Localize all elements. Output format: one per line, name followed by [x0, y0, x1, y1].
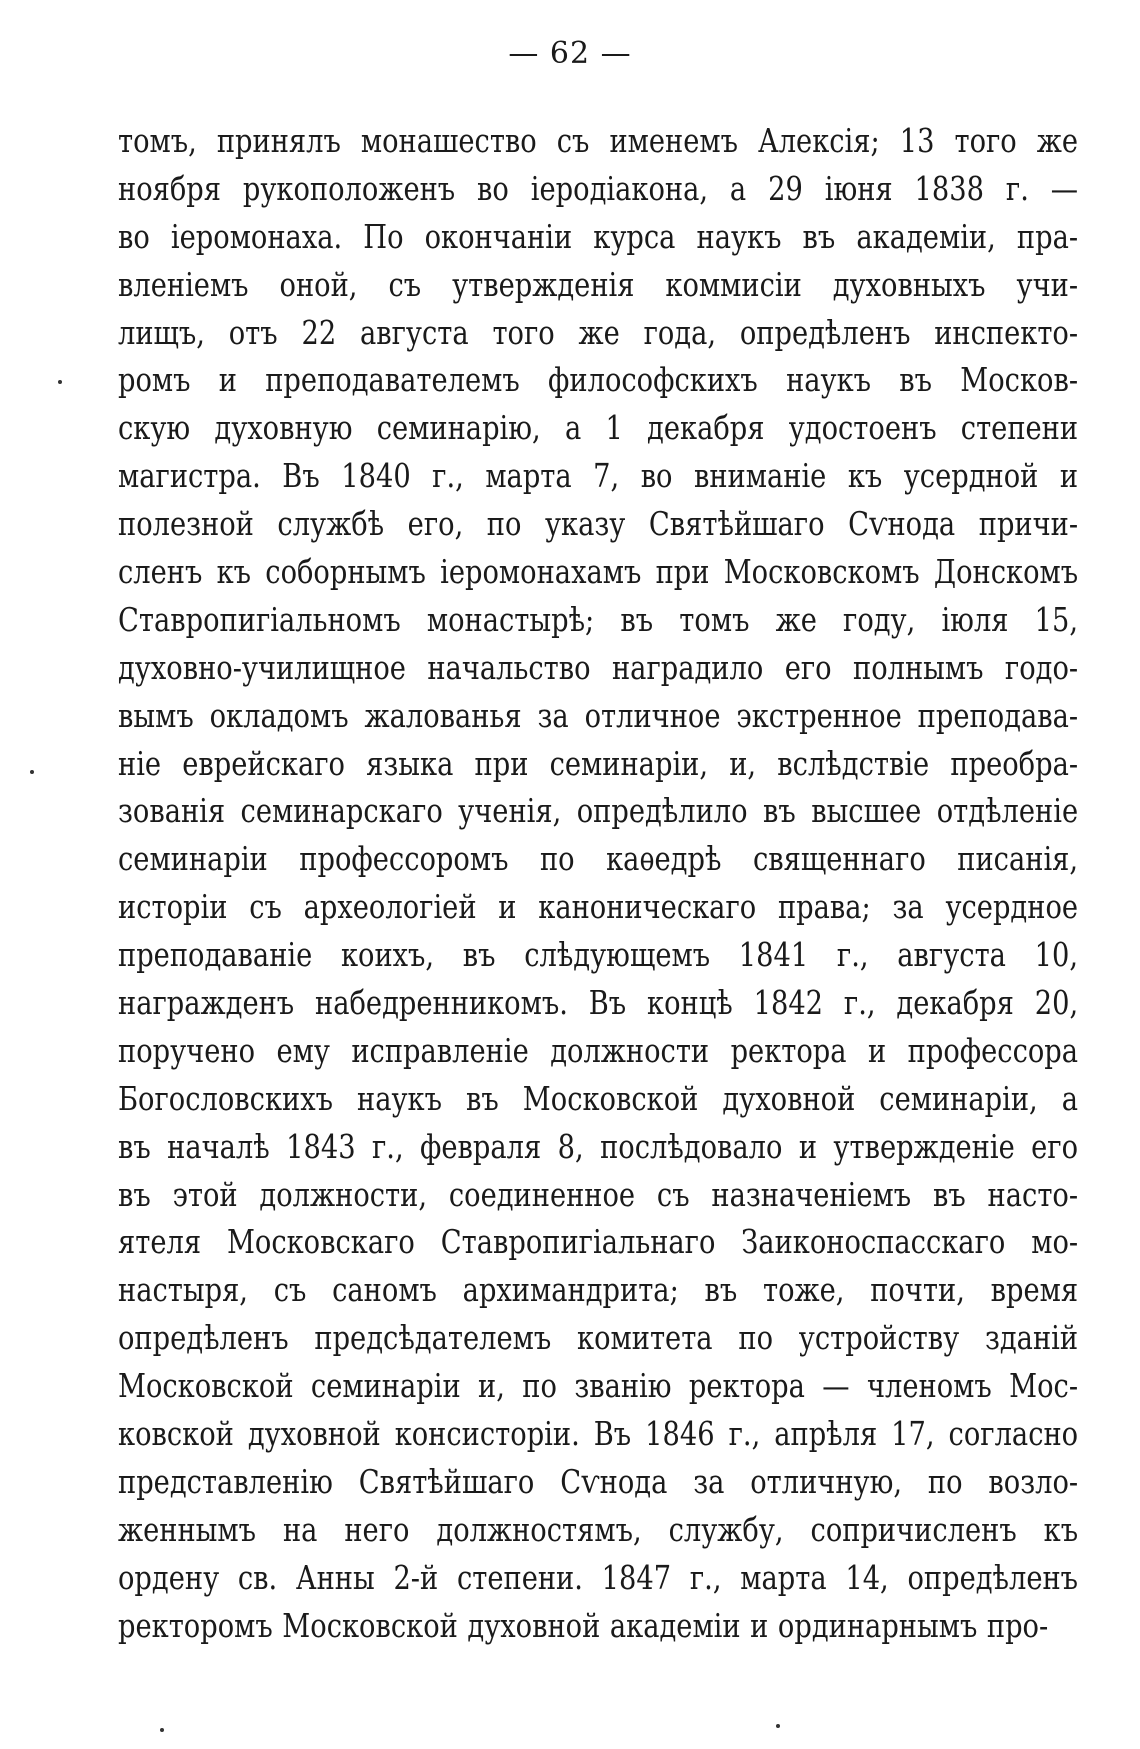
word: г.,: [836, 936, 869, 975]
word: академіи: [609, 1606, 741, 1645]
word: въ: [899, 361, 933, 400]
word: жалованья: [364, 696, 522, 735]
word: награжденъ: [118, 984, 295, 1023]
word: мо-: [1031, 1223, 1079, 1262]
word: по: [738, 1319, 774, 1358]
word: ковской: [118, 1415, 234, 1454]
word: Московскомъ: [723, 553, 920, 592]
word: за: [892, 888, 924, 927]
print-speck: [160, 1728, 164, 1732]
word: іюня: [824, 169, 893, 208]
word: августа: [359, 313, 469, 352]
word: комитета: [577, 1319, 713, 1358]
text-line: [118, 1411, 1078, 1459]
word: настыря,: [118, 1271, 248, 1310]
word: преподаваніе: [118, 936, 313, 975]
print-speck: [58, 380, 62, 384]
word: г.,: [689, 1558, 722, 1597]
word: его,: [407, 505, 464, 544]
text-line: [118, 645, 1078, 693]
word: съ: [656, 1175, 690, 1214]
text-line: [118, 1172, 1078, 1220]
word: духовныхъ: [832, 265, 986, 304]
word: вниманіе: [693, 457, 827, 496]
word: съ: [388, 265, 422, 304]
word: вслѣдствіе: [777, 744, 930, 783]
word: академіи,: [856, 217, 996, 256]
word: принялъ: [216, 122, 341, 160]
word: Ставропигіальномъ: [118, 600, 401, 639]
word: окладомъ: [209, 696, 349, 735]
word: 1840: [341, 457, 411, 496]
word: годо-: [1004, 648, 1079, 687]
word: семинарскаго: [240, 792, 443, 831]
word: оной,: [279, 265, 358, 304]
word: каѳедрѣ: [606, 840, 722, 879]
word: 22: [301, 313, 337, 352]
word: духовной: [247, 1415, 381, 1454]
text-line: [118, 932, 1078, 980]
word: должности,: [259, 1175, 428, 1214]
word: его: [784, 648, 832, 687]
word: ромъ: [118, 361, 191, 400]
word: опредѣлило: [576, 792, 748, 831]
word: полезной: [118, 505, 254, 544]
text-line: [118, 214, 1078, 262]
text-line: [118, 788, 1078, 836]
word: ніе: [118, 744, 162, 783]
word: во: [118, 217, 150, 256]
word: женнымъ: [118, 1510, 256, 1549]
word: іеромонаха.: [170, 217, 343, 256]
word: степени: [960, 409, 1079, 448]
text-line: [118, 166, 1078, 214]
word: должности: [550, 1031, 710, 1070]
word: по: [927, 1462, 963, 1501]
word: за: [537, 696, 569, 735]
word: почти,: [870, 1271, 965, 1310]
word: про-: [986, 1606, 1049, 1645]
word: наукъ: [696, 217, 782, 256]
word: по: [522, 1367, 557, 1406]
word: Въ: [588, 984, 627, 1023]
text-line: [118, 1219, 1078, 1267]
word: должностямъ,: [436, 1510, 642, 1549]
word: монастырѣ;: [426, 600, 595, 639]
word: Московскаго: [226, 1223, 415, 1262]
word: время: [990, 1271, 1079, 1310]
word: философскихъ: [548, 361, 758, 400]
word: зданій: [984, 1319, 1079, 1358]
word: лищъ,: [118, 313, 205, 352]
word: языка: [366, 744, 454, 783]
word: на: [282, 1510, 318, 1549]
word: Московской: [522, 1079, 699, 1118]
text-line: [118, 1555, 1078, 1603]
word: Алексія;: [758, 122, 880, 160]
word: набедренникомъ.: [315, 984, 568, 1023]
word: семинаріи,: [549, 744, 709, 783]
word: профессора: [907, 1031, 1079, 1070]
word: вымъ: [118, 696, 194, 735]
word: при: [655, 553, 710, 592]
word: же: [775, 600, 817, 639]
word: указу: [544, 505, 626, 544]
word: тоже,: [763, 1271, 845, 1310]
word: того: [492, 313, 555, 352]
word: въ: [620, 600, 654, 639]
word: согласно: [948, 1415, 1079, 1454]
text-line: [118, 1267, 1078, 1315]
text-line: [118, 741, 1078, 789]
word: г.,: [432, 457, 464, 496]
word: ректора: [688, 1367, 805, 1406]
word: службѣ: [277, 505, 385, 544]
word: По: [363, 217, 404, 256]
word: соединенное: [448, 1175, 636, 1214]
word: полнымъ: [853, 648, 984, 687]
word: года,: [643, 313, 717, 352]
word: съ: [556, 122, 590, 160]
word: а: [564, 409, 582, 448]
word: поручено: [118, 1031, 256, 1070]
text-line: [118, 1507, 1078, 1555]
word: въ: [704, 1271, 738, 1310]
word: вленіемъ: [118, 265, 249, 304]
word: курса: [593, 217, 676, 256]
body-text: [118, 118, 1078, 1651]
word: томъ: [679, 600, 750, 639]
text-line: [118, 262, 1078, 310]
word: семинаріи,: [879, 1079, 1038, 1118]
text-line: [118, 884, 1078, 932]
word: высшее: [811, 792, 922, 831]
word: съ: [249, 888, 282, 927]
word: 1841: [738, 936, 809, 975]
word: концѣ: [647, 984, 733, 1023]
word: духовной: [722, 1079, 856, 1118]
word: этой: [172, 1175, 238, 1214]
word: по: [486, 505, 522, 544]
word: апрѣля: [774, 1415, 878, 1454]
word: въ: [118, 1127, 151, 1166]
word: —: [822, 1367, 850, 1406]
word: за: [693, 1462, 725, 1501]
word: ноября: [118, 169, 221, 208]
word: и: [498, 888, 517, 927]
word: саномъ: [332, 1271, 437, 1310]
word: его: [1031, 1127, 1079, 1166]
word: къ: [216, 553, 252, 592]
word: —: [1050, 169, 1079, 208]
text-line: [118, 453, 1078, 501]
word: 2-й: [393, 1558, 439, 1597]
word: по: [539, 840, 575, 879]
text-line: [118, 405, 1078, 453]
word: же: [578, 313, 620, 352]
word: ятеля: [118, 1223, 202, 1262]
word: и,: [478, 1367, 505, 1406]
word: инспекто-: [934, 313, 1079, 352]
word: службу,: [668, 1510, 784, 1549]
word: въ: [462, 936, 496, 975]
word: 1: [605, 409, 623, 448]
word: іеромонахамъ: [440, 553, 642, 592]
text-line: [118, 693, 1078, 741]
word: г.: [1005, 169, 1029, 208]
text-line: [118, 1124, 1078, 1172]
word: Святѣйшаго: [648, 505, 825, 544]
word: археологіей: [303, 888, 477, 927]
word: именемъ: [609, 122, 738, 160]
text-line: [118, 1459, 1078, 1507]
text-line: [118, 1603, 1078, 1651]
word: устройству: [798, 1319, 960, 1358]
word: отъ: [228, 313, 278, 352]
word: архимандрита;: [462, 1271, 679, 1310]
word: 8,: [557, 1127, 584, 1166]
word: причи-: [978, 505, 1079, 544]
word: монашество: [360, 122, 537, 160]
word: въ: [118, 1175, 151, 1214]
word: ректора: [730, 1031, 847, 1070]
word: званію: [574, 1367, 672, 1406]
word: 17,: [891, 1415, 935, 1454]
word: возло-: [988, 1462, 1079, 1501]
text-line: [118, 310, 1078, 358]
word: 1842: [753, 984, 824, 1023]
word: консисторіи.: [394, 1415, 580, 1454]
word: писанія,: [957, 840, 1079, 879]
word: марта: [740, 1558, 827, 1597]
word: преобра-: [950, 744, 1079, 783]
word: марта: [485, 457, 572, 496]
word: г.,: [843, 984, 876, 1023]
word: экстренное: [736, 696, 902, 735]
word: духовной: [467, 1606, 601, 1645]
word: послѣдовало: [600, 1127, 783, 1166]
word: усердное: [945, 888, 1079, 927]
word: преподава-: [917, 696, 1079, 735]
word: семинаріи: [310, 1367, 461, 1406]
word: того: [954, 122, 1017, 160]
word: 15,: [1034, 600, 1079, 639]
word: началѣ: [167, 1127, 270, 1166]
word: соборнымъ: [265, 553, 426, 592]
word: іюля: [941, 600, 1009, 639]
text-line: [118, 1315, 1078, 1363]
word: ординарнымъ: [777, 1606, 978, 1645]
word: при: [474, 744, 529, 783]
word: ему: [276, 1031, 330, 1070]
word: 13: [899, 122, 935, 160]
word: Сѵнода: [848, 505, 956, 544]
word: Заиконоспасскаго: [741, 1223, 1006, 1262]
word: сленъ: [118, 553, 203, 592]
word: семинарію,: [376, 409, 541, 448]
word: членомъ: [866, 1367, 992, 1406]
text-line: [118, 1076, 1078, 1124]
word: и: [750, 1606, 769, 1645]
word: зованія: [118, 792, 226, 831]
word: съ: [273, 1271, 307, 1310]
text-line: [118, 980, 1078, 1028]
word: 29: [768, 169, 803, 208]
word: наукъ: [786, 361, 872, 400]
word: утвержденіе: [833, 1127, 1015, 1166]
word: утвержденія: [452, 265, 635, 304]
word: Мос-: [1009, 1367, 1079, 1406]
word: 20,: [1034, 984, 1079, 1023]
text-line: [118, 549, 1078, 597]
word: слѣдующемъ: [524, 936, 711, 975]
word: духовную: [214, 409, 353, 448]
word: и,: [729, 744, 757, 783]
word: представленію: [118, 1462, 333, 1501]
word: декабря: [647, 409, 765, 448]
word: 7,: [593, 457, 620, 496]
word: 1846: [645, 1415, 715, 1454]
word: степени.: [456, 1558, 583, 1597]
word: семинаріи: [118, 840, 268, 879]
word: права;: [777, 888, 871, 927]
word: исправленіе: [351, 1031, 529, 1070]
word: окончаніи: [424, 217, 573, 256]
text-line: [118, 836, 1078, 884]
word: усердной: [903, 457, 1039, 496]
word: преподавателемъ: [265, 361, 520, 400]
word: опредѣленъ: [739, 313, 911, 352]
word: ректоромъ: [118, 1606, 273, 1645]
word: 10,: [1034, 936, 1079, 975]
word: коихъ,: [340, 936, 435, 975]
word: предсѣдателемъ: [314, 1319, 552, 1358]
word: наградило: [611, 648, 764, 687]
text-line: [118, 597, 1078, 645]
word: томъ,: [118, 122, 197, 160]
word: отдѣленіе: [936, 792, 1079, 831]
word: Въ: [282, 457, 320, 496]
word: св.: [237, 1558, 278, 1597]
word: отличное: [584, 696, 721, 735]
word: коммисіи: [665, 265, 802, 304]
word: Святѣйшаго: [358, 1462, 535, 1501]
word: 1847: [601, 1558, 672, 1597]
word: Ставропигіальнаго: [440, 1223, 716, 1262]
word: 14,: [845, 1558, 889, 1597]
word: а: [729, 169, 747, 208]
word: насто-: [987, 1175, 1079, 1214]
word: каноническаго: [538, 888, 757, 927]
word: скую: [118, 409, 191, 448]
page-number: — 62 —: [508, 36, 632, 71]
word: магистра.: [118, 457, 261, 496]
word: Московской: [118, 1367, 294, 1406]
print-speck: [30, 770, 34, 774]
word: же: [1036, 122, 1079, 160]
word: къ: [1043, 1510, 1079, 1549]
text-line: [118, 1363, 1078, 1411]
word: въ: [466, 1079, 499, 1118]
word: учи-: [1016, 265, 1079, 304]
word: рукоположенъ: [242, 169, 456, 208]
word: въ: [932, 1175, 966, 1214]
word: въ: [763, 792, 796, 831]
word: Анны: [295, 1558, 375, 1597]
word: и: [798, 1127, 818, 1166]
word: наукъ: [357, 1079, 442, 1118]
word: отличную,: [750, 1462, 903, 1501]
word: ордену: [118, 1558, 220, 1597]
word: во: [640, 457, 673, 496]
word: во: [477, 169, 509, 208]
word: августа: [897, 936, 1006, 975]
text-line: [118, 118, 1078, 166]
word: Донскомъ: [933, 553, 1079, 592]
word: 1843: [286, 1127, 356, 1166]
word: удостоенъ: [788, 409, 937, 448]
word: декабря: [896, 984, 1014, 1023]
word: опредѣленъ: [118, 1319, 289, 1358]
word: а: [1061, 1079, 1079, 1118]
word: и: [218, 361, 237, 400]
word: начальство: [427, 648, 591, 687]
word: Москов-: [960, 361, 1079, 400]
word: профессоромъ: [299, 840, 509, 879]
word: іеродіакона,: [530, 169, 709, 208]
word: опредѣленъ: [907, 1558, 1079, 1597]
word: ученія,: [458, 792, 562, 831]
word: февраля: [420, 1127, 542, 1166]
word: въ: [802, 217, 836, 256]
text-line: [118, 357, 1078, 405]
word: него: [344, 1510, 410, 1549]
word: Московской: [282, 1606, 458, 1645]
word: священнаго: [752, 840, 926, 879]
word: году,: [843, 600, 916, 639]
word: и: [868, 1031, 887, 1070]
word: къ: [847, 457, 883, 496]
word: пра-: [1016, 217, 1079, 256]
print-speck: [776, 1724, 780, 1728]
word: 1838: [914, 169, 985, 208]
word: еврейскаго: [182, 744, 345, 783]
word: Богословскихъ: [118, 1079, 333, 1118]
word: сопричисленъ: [810, 1510, 1017, 1549]
text-line: [118, 501, 1078, 549]
word: Въ: [593, 1415, 632, 1454]
word: Сѵнода: [560, 1462, 668, 1501]
word: г.,: [371, 1127, 404, 1166]
word: духовно-училищное: [118, 648, 406, 687]
word: г.,: [728, 1415, 761, 1454]
word: и: [1059, 457, 1079, 496]
word: исторіи: [118, 888, 228, 927]
word: назначеніемъ: [711, 1175, 912, 1214]
text-line: [118, 1028, 1078, 1076]
